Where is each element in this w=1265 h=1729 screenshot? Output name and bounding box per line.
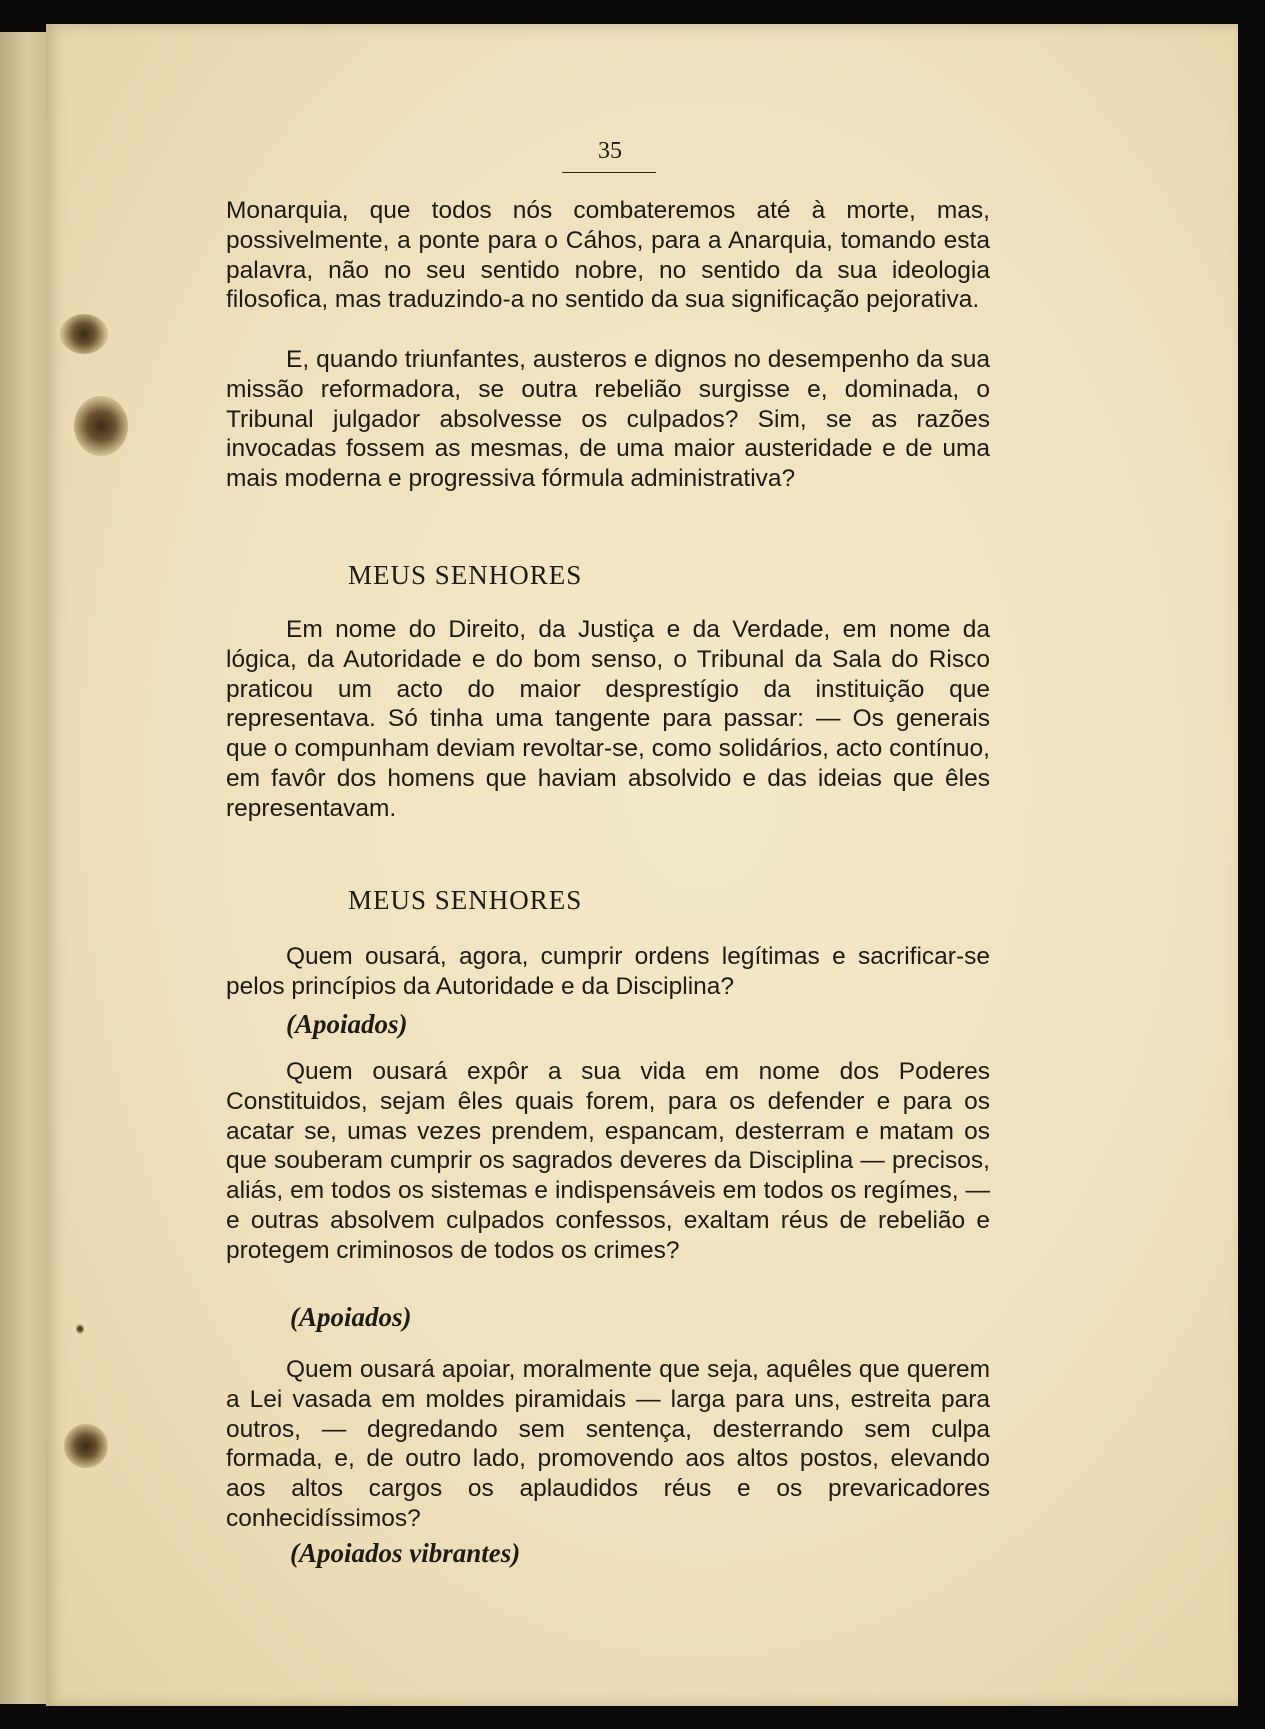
facing-page-edge [0, 32, 48, 1704]
page-number-rule [562, 172, 656, 173]
paragraph-quem-ousara-expor: Quem ousará expôr a sua vida em nome dos Poderes Constituidos, sejam êles quais forem, para os defender e para os acatar se, umas vezes prendem, espancam, desterram e matam os que souberam cumprir os sagrados deveres da Disciplina — precisos, aliás, em todos os sistemas e indispensáveis em todos os regímes, — e outras absolvem culpados confessos, exaltam réus de rebelião e protegem criminosos de todos os crimes? [226, 1058, 990, 1264]
ink-stain [74, 396, 128, 456]
paragraph-quem-ousara-apoiar: Quem ousará apoiar, moralmente que seja, aquêles que querem a Lei vasada em moldes piramidais — larga para uns, estreita para outros, — degredando sem sentença, desterrando sem culpa formada, e, de outro lado, promovendo aos altos postos, elevando aos altos cargos os aplaudidos réus e os prevaricadores conhecidíssimos? [226, 1356, 990, 1532]
paragraph-monarquia: Monarquia, que todos nós combateremos até à morte, mas, possivelmente, a ponte para o Cáhos, para a Anarquia, tomando esta palavra, não no seu sentido nobre, no sentido da sua ideologia filosofica, mas traduzindo-a no sentido da sua significação pejorativa. [226, 197, 990, 314]
ink-stain [60, 314, 108, 354]
applause-annotation: (Apoiados) [286, 1009, 408, 1039]
page-number: 35 [598, 138, 622, 164]
applause-annotation: (Apoiados vibrantes) [290, 1538, 521, 1568]
paragraph-quem-ousara-cumprir: Quem ousará, agora, cumprir ordens legítimas e sacrificar-se pelos princípios da Autoridade e da Disciplina? [226, 943, 990, 1000]
heading-meus-senhores: MEUS SENHORES [348, 885, 583, 915]
ink-stain [64, 1424, 108, 1468]
ink-stain [76, 1324, 84, 1334]
heading-meus-senhores: MEUS SENHORES [348, 560, 583, 590]
applause-annotation: (Apoiados) [290, 1302, 412, 1332]
paragraph-triunfantes: E, quando triunfantes, austeros e dignos no desempenho da sua missão reformadora, se outra rebelião surgisse e, dominada, o Tribunal julgador absolvesse os culpados? Sim, se as razões invocadas fossem as mesmas, de uma maior austeridade e de uma mais moderna e progressiva fórmula administrativa? [226, 346, 990, 493]
paragraph-em-nome: Em nome do Direito, da Justiça e da Verdade, em nome da lógica, da Autoridade e do bom senso, o Tribunal da Sala do Risco praticou um acto do maior desprestígio da instituição que representava. Só tinha uma tangente para passar: — Os generais que o compunham deviam revoltar-se, como solidários, acto contínuo, em favôr dos homens que haviam absolvido e das ideias que êles representavam. [226, 616, 990, 822]
